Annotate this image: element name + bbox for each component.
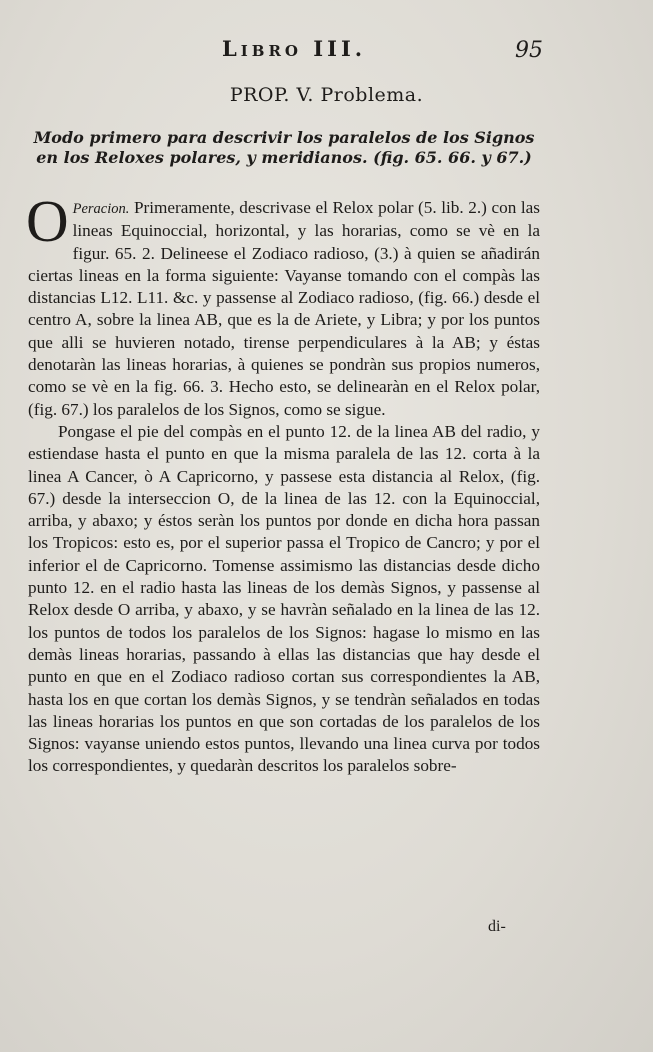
- paragraph-1: [26, 188, 540, 421]
- lead-word: Peracion.: [72, 201, 130, 217]
- body-text: [26, 188, 540, 778]
- paragraph-1-text: Primeramente, descrivase el Relox polar (5. lib. 2.) con las lineas Equinoccial, horizontal, y las horarias, como se vè en la figur. 65. 2. Delineese el Zodiaco radioso, (3.) à quien se añadirán ciertas lineas en la forma siguiente: Vayanse tomando con el compàs las distancias L12. L11. &c. y passense al Zodiaco radioso, (fig. 66.) desde el centro A, sobre la linea AB, que es la de Ariete, y Libra; y por los puntos que alli se huvieren notado, tirense perpendiculares à la AB; y éstas denotaràn las lineas horarias, à quienes se pondràn sus propios numeros, como se vè en la fig. 66. 3. Hecho esto, se delinearàn en el Relox polar, (fig. 67.) los paralelos de los Signos, como se sigue.: [28, 198, 540, 419]
- running-head: [0, 36, 653, 70]
- proposition-heading: PROP. V. Problema.: [229, 84, 424, 106]
- paragraph-2: Pongase el pie del compàs en el punto 12. de la linea AB del radio, y estiendase hasta el punto en que la misma paralela de las 12. corta à la linea A Cancer, ò A Capricorno, y passese esta distancia al Relox, (fig. 67.) desde la interseccion O, de la linea de las 12. con la Equinoccial, arriba, y abaxo; y éstos seràn los puntos por donde en dicha hora passan los Tropicos: esto es, por el superior passa el Tropico de Cancro; y por el inferior el de Capricorno. Tomense assimismo las distancias desde dicho punto 12. en el radio hasta las lineas de los demàs Signos, y passense al Relox desde O arriba, y abaxo, y se havràn señalado en la linea de las 12. los puntos de todos los paralelos de los Signos: hagase lo mismo en las demàs lineas horarias, passando à ellas las distancias que hay desde el punto en que en el Zodiaco radioso cortan sus correspondientes la AB, hasta los en que cortan los demàs Signos, y se tendràn señalados en todas las lineas horarias los puntos en que son cortadas de los paralelos de los Signos: vayanse uniendo estos puntos, llevando una linea curva por todos los correspondientes, y quedaràn descritos los paralelos sobre-: [28, 421, 540, 776]
- drop-cap: O: [26, 188, 69, 254]
- running-title: Libro III.: [222, 36, 367, 61]
- catchword: di-: [488, 918, 506, 935]
- section-title: Modo primero para descrivir los paralelos de los Signos en los Reloxes polares, y meridianos. (fig. 65. 66. y 67.): [33, 128, 535, 167]
- page-number: 95: [515, 38, 543, 63]
